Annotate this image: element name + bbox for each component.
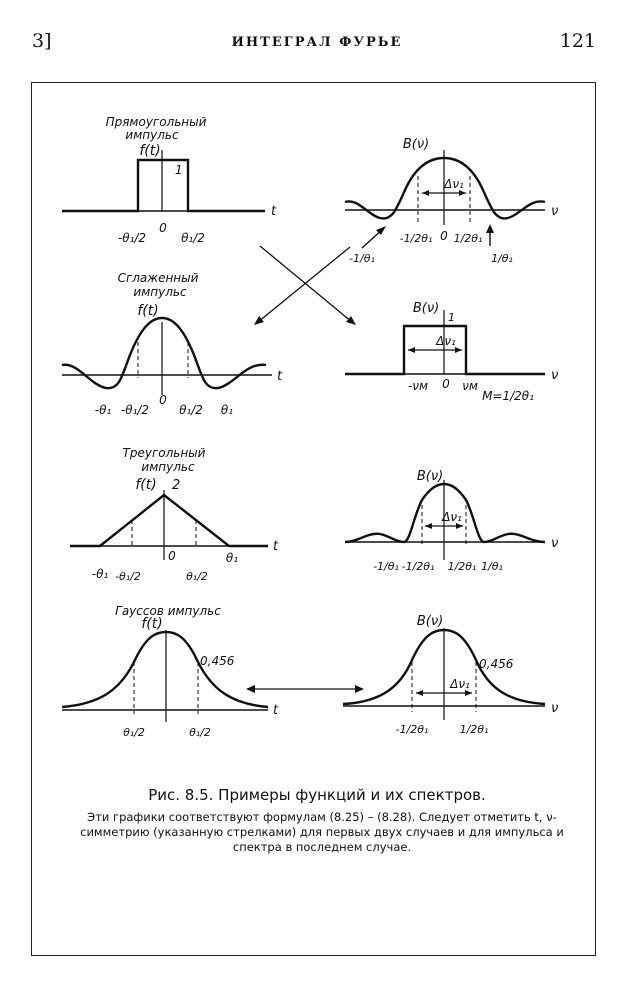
smooth-pulse-curve (62, 318, 266, 388)
tri-spectrum-arrowhead-left (425, 523, 432, 529)
smooth-spectrum-xvar: ν (551, 368, 559, 383)
gauss-arrowhead-left (246, 685, 255, 693)
tri-title-2: импульс (141, 460, 195, 474)
tri-spectrum-ylabel: B(ν) (416, 469, 444, 484)
gauss-tick-left: θ₁/2 (123, 726, 145, 739)
tri-tick-3: 0 (168, 549, 176, 563)
rect-tick-right: θ₁/2 (181, 231, 205, 245)
smooth-tick-2: -θ₁/2 (120, 403, 150, 417)
rect-spectrum-xvar: ν (551, 204, 559, 219)
tri-tick-4: θ₁/2 (186, 570, 208, 583)
tri-pulse-curve (70, 495, 268, 546)
tri-spectrum-xvar: ν (551, 536, 559, 551)
rect-tick-left: -θ₁/2 (117, 231, 147, 245)
smooth-spectrum-tick-4: M=1/2θ₁ (482, 389, 534, 403)
caption-title: Рис. 8.5. Примеры функций и их спектров. (148, 786, 486, 804)
symmetry-arrowhead-1 (346, 316, 356, 325)
rect-spectrum-tick-right: 1/2θ₁ (453, 232, 483, 245)
tri-tick-1: -θ₁ (91, 567, 109, 581)
gauss-tick-right: θ₁/2 (189, 726, 211, 739)
tri-tick-2: -θ₁/2 (115, 570, 141, 583)
gauss-spectrum-xvar: ν (551, 701, 559, 716)
smooth-spectrum-arrowhead-left (408, 347, 415, 353)
gauss-spectrum-ylabel: B(ν) (416, 614, 444, 629)
smooth-spectrum-tick-1: -νм (407, 379, 429, 393)
tri-spectrum-tick-3: 1/2θ₁ (447, 560, 477, 573)
rect-spectrum-arrowhead-right (422, 190, 429, 196)
rect-spectrum-arrowtip-right (486, 224, 494, 233)
page-number: 121 (559, 30, 596, 52)
smooth-tick-5: θ₁ (220, 403, 234, 417)
smooth-spectrum-height-label: 1 (448, 311, 455, 324)
symmetry-arrowhead-2 (254, 316, 264, 325)
rect-spectrum-ylabel: B(ν) (402, 137, 430, 152)
rect-spectrum-width-label: Δν₁ (444, 177, 464, 191)
rect-pulse-curve (62, 160, 265, 211)
rect-height-label: 1 (175, 163, 183, 177)
tri-spectrum-tick-2: -1/2θ₁ (401, 560, 435, 573)
rect-spectrum-tick-zero: 0 (440, 229, 448, 243)
rect-ylabel: f(t) (139, 143, 161, 159)
symmetry-arrow-2 (258, 247, 350, 322)
smooth-title-1: Сглаженный (117, 271, 199, 285)
gauss-arrowhead-right (355, 685, 364, 693)
smooth-tick-4: θ₁/2 (179, 403, 203, 417)
gauss-spectrum-width-label: Δν₁ (450, 677, 470, 691)
smooth-ylabel: f(t) (137, 303, 159, 319)
smooth-spectrum-tick-2: 0 (442, 377, 450, 391)
smooth-spectrum-ylabel: B(ν) (412, 301, 440, 316)
gauss-level-label: 0,456 (200, 654, 235, 668)
running-title: ИНТЕГРАЛ ФУРЬЕ (231, 35, 403, 50)
smooth-title-2: импульс (133, 285, 187, 299)
caption-body: Эти графики соответствуют формулам (8.25) – (8.28). Следует отметить t, ν-симметрию (указанную стрелками) для первых двух случаев и для импульса и спектра в последнем случае. (80, 810, 564, 854)
rect-title-2: импульс (125, 128, 179, 142)
smooth-spectrum-arrowhead-right (455, 347, 462, 353)
section-number: 3] (32, 30, 52, 52)
tri-ylabel: f(t) (135, 477, 157, 493)
smooth-xvar: t (277, 369, 283, 384)
gauss-spectrum-tick-left: -1/2θ₁ (395, 723, 429, 736)
gauss-spectrum-level-label: 0,456 (479, 657, 514, 671)
rect-tick-zero: 0 (159, 221, 167, 235)
rect-title-1: Прямоугольный (105, 115, 207, 129)
tri-xvar: t (273, 539, 279, 554)
rect-xvar: t (271, 204, 277, 219)
gauss-xvar: t (273, 703, 279, 718)
tri-tick-5: θ₁ (225, 551, 239, 565)
tri-spectrum-width-label: Δν₁ (442, 510, 462, 524)
rect-spectrum-tick-left: -1/2θ₁ (399, 232, 433, 245)
tri-spectrum-tick-4: 1/θ₁ (481, 560, 503, 573)
tri-title-1: Треугольный (122, 446, 206, 460)
smooth-tick-1: -θ₁ (94, 403, 112, 417)
smooth-spectrum-tick-3: νм (462, 379, 478, 393)
gauss-spectrum-tick-right: 1/2θ₁ (459, 723, 489, 736)
gauss-spectrum-arrowhead-left (416, 690, 423, 696)
gauss-pulse-curve (62, 632, 268, 707)
tri-height-label: 2 (172, 478, 181, 493)
smooth-tick-3: 0 (159, 393, 167, 407)
rect-spectrum-arrow-left-label: -1/θ₁ (349, 252, 375, 265)
smooth-spectrum-width-label: Δν₁ (436, 334, 456, 348)
rect-spectrum-arrow-right-label: 1/θ₁ (491, 252, 513, 265)
gauss-title: Гауссов импульс (115, 604, 221, 618)
gauss-ylabel: f(t) (141, 616, 163, 632)
tri-spectrum-tick-1: -1/θ₁ (373, 560, 399, 573)
